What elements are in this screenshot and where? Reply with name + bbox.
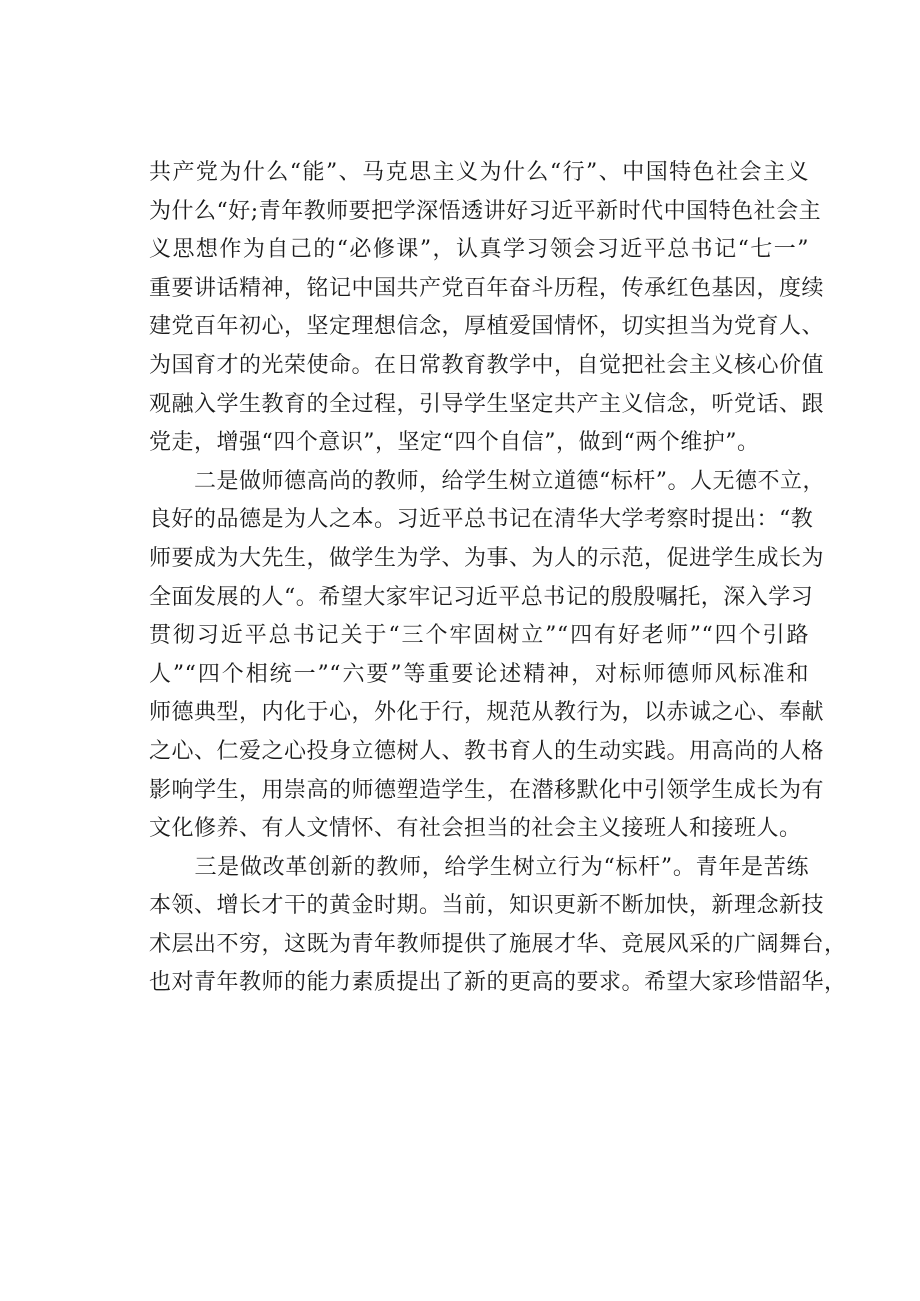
text-line: 师要成为大先生，做学生为学、为事、为人的示范，促进学生成长为: [149, 545, 825, 571]
text-line: 人”“四个相统一”“六要”等重要论述精神，对标师德师风标准和: [149, 661, 809, 687]
text-line: 全面发展的人“。希望大家牢记习近平总书记的殷殷嘱托，深入学习: [149, 584, 814, 610]
text-line: 共产党为什么“能”、马克思主义为什么“行”、中国特色社会主义: [149, 160, 809, 185]
text-line: 术层出不穷，这既为青年教师提供了施展才华、竞展风采的广阔舞台，: [149, 931, 847, 957]
text-line: 贯彻习近平总书记关于“三个牢固树立”“四有好老师”“四个引路: [149, 623, 809, 649]
text-line: 师德典型，内化于心，外化于行，规范从教行为，以赤诚之心、奉献: [149, 700, 825, 726]
text-line: 三是做改革创新的教师，给学生树立行为“标杆”。青年是苦练: [149, 854, 809, 880]
text-line: 二是做师德高尚的教师，给学生树立道德“标杆”。人无德不立，: [149, 468, 825, 494]
text-line: 之心、仁爱之心投身立德树人、教书育人的生动实践。用高尚的人格: [149, 738, 825, 764]
text-line: 也对青年教师的能力素质提出了新的更高的要求。希望大家珍惜韶华，: [149, 970, 847, 996]
text-line: 义思想作为自己的“必修课”，认真学习领会习近平总书记“七一”: [149, 237, 809, 263]
text-line: 影响学生，用崇高的师德塑造学生，在潜移默化中引领学生成长为有: [149, 777, 825, 803]
text-line: 观融入学生教育的全过程，引导学生坚定共产主义信念，听党话、跟: [149, 391, 825, 417]
text-line: 为什么“好;青年教师要把学深悟透讲好习近平新时代中国特色社会主: [149, 198, 822, 224]
text-line: 为国育才的光荣使命。在日常教育教学中，自觉把社会主义核心价值: [149, 352, 825, 378]
body-text: [149, 154, 847, 1003]
text-line: 党走，增强“四个意识”，坚定“四个自信”，做到“两个维护”。: [149, 430, 760, 456]
text-line: 文化修养、有人文情怀、有社会担当的社会主义接班人和接班人。: [149, 816, 802, 842]
text-line: 建党百年初心，坚定理想信念，厚植爱国情怀，切实担当为党育人、: [149, 314, 825, 340]
text-line: 本领、增长才干的黄金时期。当前，知识更新不断加快，新理念新技: [149, 893, 825, 919]
text-line: 重要讲话精神，铭记中国共产党百年奋斗历程，传承红色基因，度续: [149, 275, 825, 301]
text-line: 良好的品德是为人之本。习近平总书记在清华大学考察时提出：“教: [149, 507, 814, 533]
